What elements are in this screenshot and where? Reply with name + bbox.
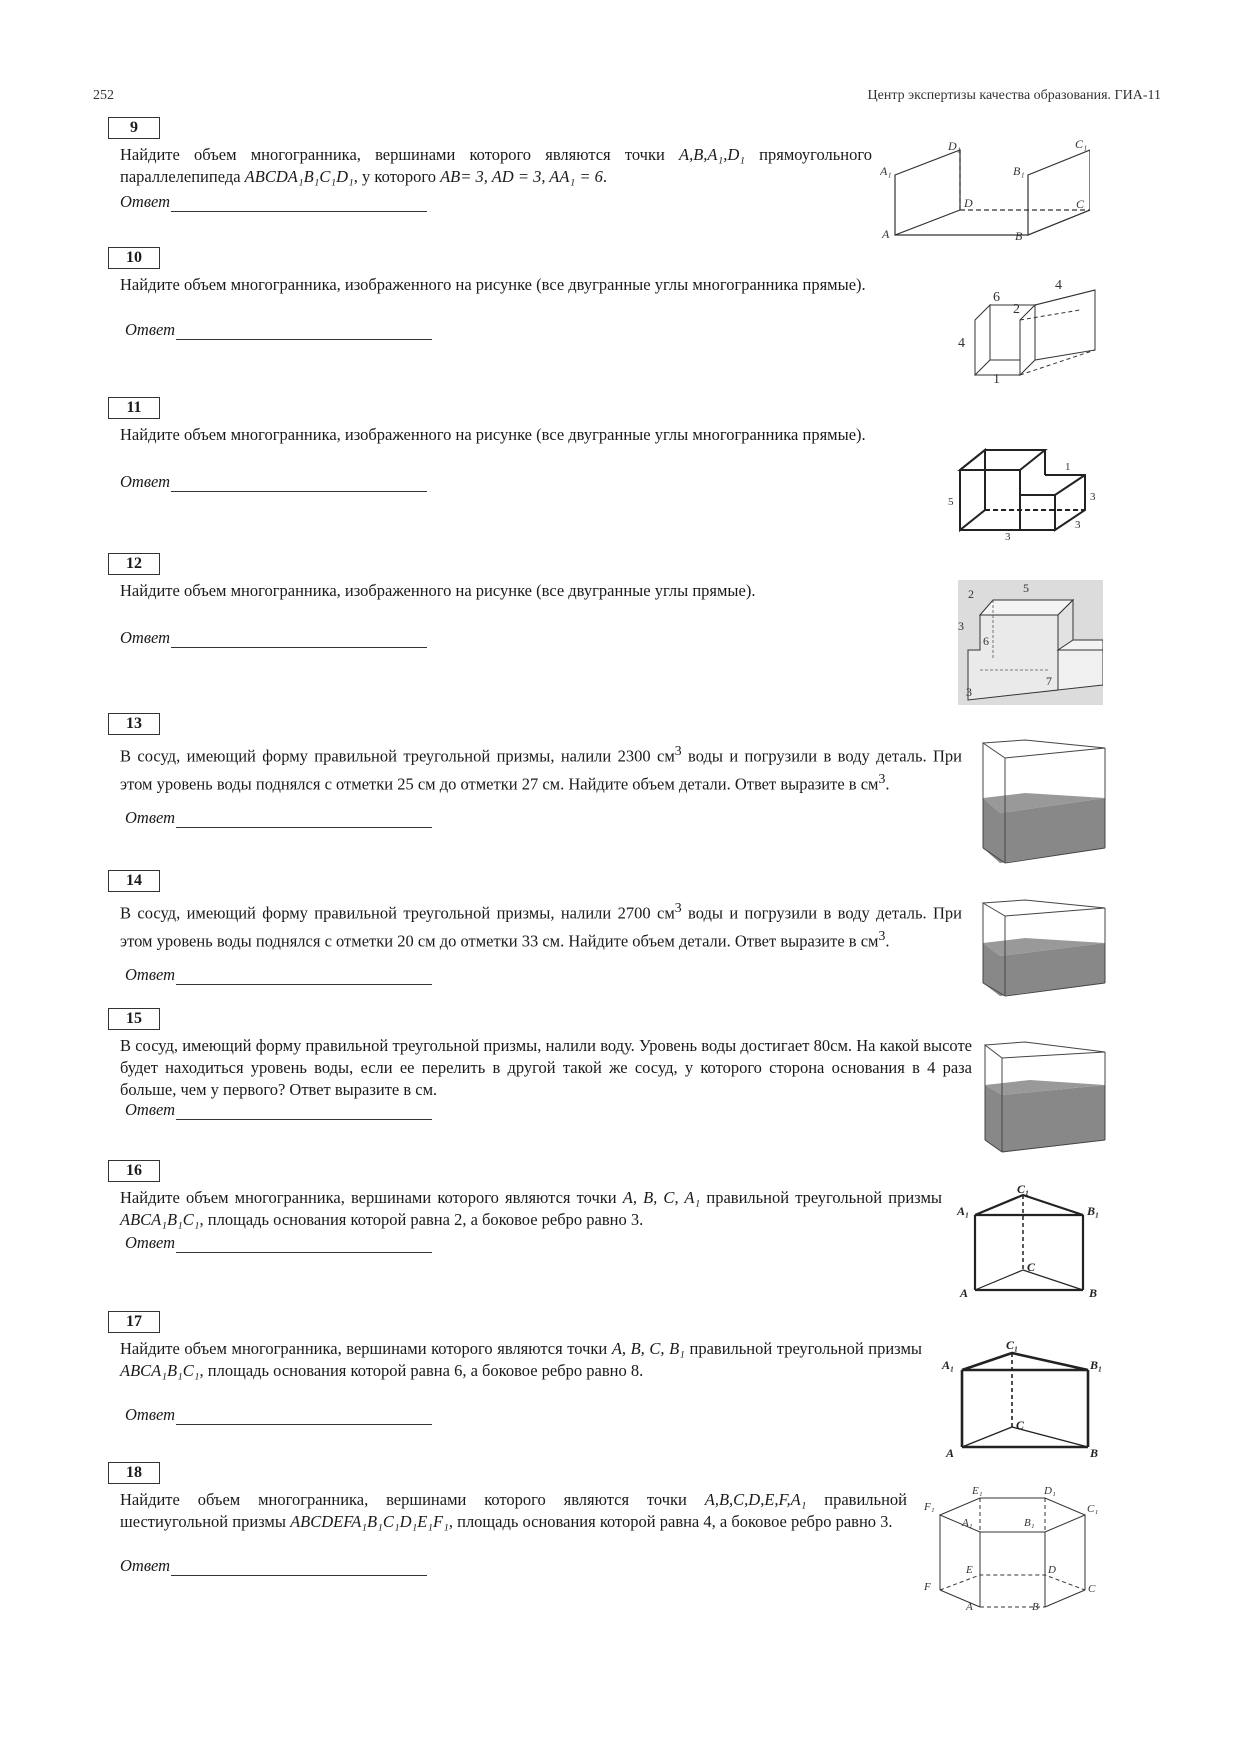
label-B: B <box>1090 1446 1099 1460</box>
label-B1: B₁ <box>1013 164 1025 178</box>
label-4-left: 4 <box>958 336 965 351</box>
label-D1: D₁ <box>948 140 961 153</box>
label-C1: C₁ <box>1075 140 1088 151</box>
label-3-bottom: 3 <box>966 685 972 699</box>
label-D: D <box>964 196 973 210</box>
label-B: B <box>1032 1601 1039 1610</box>
label-4-top: 4 <box>1055 278 1062 293</box>
label-B1: B₁ <box>1090 1358 1103 1372</box>
page-number: 252 <box>93 88 114 103</box>
problem-number-12: 12 <box>108 553 160 575</box>
label-A1: A₁ <box>880 164 892 178</box>
label-C1: C₁ <box>1017 1185 1030 1196</box>
label-D: D <box>1048 1564 1056 1576</box>
label-6: 6 <box>993 290 1000 305</box>
problem-text-11: Найдите объем многогранника, изображенного на рисунке (все двугранные углы многогранника прямые). <box>120 425 866 444</box>
problem-text-17: Найдите объем многогранника, вершинами которого являются точки A, B, C, B₁ правильной треугольной призмы ABCA₁B₁C₁, площадь основания которой равна 6, а боковое ребро равно 8. <box>120 1339 922 1380</box>
answer-field-14[interactable]: Ответ <box>125 965 432 985</box>
problem-number-11: 11 <box>108 397 160 419</box>
figure-11 <box>945 420 1105 540</box>
problem-text-15: В сосуд, имеющий форму правильной треугольной призмы, налили воду. Уровень воды достигает 80см. На какой высоте будет находиться уровень воды, если ее перелить в другой такой же сосуд, у которого сторона основания в 4 раза больше, чем у первого? Ответ выразите в см. <box>120 1036 972 1099</box>
figure-13 <box>975 738 1115 868</box>
label-B: B <box>1089 1286 1098 1300</box>
problem-text-13: В сосуд, имеющий форму правильной треугольной призмы, налили 2300 $см^3$ воды и погрузили в воду деталь. При этом уровень воды поднялся с отметки 25 см до отметки 27 см. Найдите объем детали. Ответ выразите в $см^3$. <box>120 743 962 793</box>
answer-field-17[interactable]: Ответ <box>125 1405 432 1425</box>
page-header-title: Центр экспертизы качества образования. ГИА-11 <box>867 88 1161 103</box>
label-C: C <box>1027 1260 1036 1274</box>
problem-number-10: 10 <box>108 247 160 269</box>
label-6: 6 <box>983 634 989 648</box>
problem-text-14: В сосуд, имеющий форму правильной треугольной призмы, налили 2700 $см^3$ воды и погрузили в воду деталь. При этом уровень воды поднялся с отметки 20 см до отметки 33 см. Найдите объем детали. Ответ выразите в $см^3$. <box>120 900 962 950</box>
figure-9 <box>880 140 1090 240</box>
label-A: A <box>966 1601 973 1610</box>
label-3-bottom: 3 <box>1005 531 1011 540</box>
label-3-left: 3 <box>958 619 964 633</box>
label-E1: E₁ <box>972 1485 983 1497</box>
problem-text-16: Найдите объем многогранника, вершинами которого являются точки A, B, C, A₁ правильной треугольной призмы ABCA₁B₁C₁, площадь основания которой равна 2, а боковое ребро равно 3. <box>120 1188 942 1229</box>
problem-text-9: Найдите объем многогранника, вершинами которого являются точки A,B,A₁,D₁ прямоугольного параллелепипеда ABCDA₁B₁C₁D₁, у которого AB= 3, AD = 3, AA₁ = 6. <box>120 145 872 186</box>
answer-field-12[interactable]: Ответ <box>120 628 427 648</box>
figure-15 <box>980 1040 1110 1155</box>
label-A: A <box>946 1446 955 1460</box>
figure-18 <box>920 1480 1105 1610</box>
label-3-low: 3 <box>1075 519 1081 531</box>
problem-number-15: 15 <box>108 1008 160 1030</box>
label-A1: A₁ <box>942 1358 955 1372</box>
problem-number-9: 9 <box>108 117 160 139</box>
figure-10 <box>955 275 1100 385</box>
problem-number-14: 14 <box>108 870 160 892</box>
label-2: 2 <box>1013 302 1020 317</box>
problem-text-18: Найдите объем многогранника, вершинами которого являются точки A,B,C,D,E,F,A₁ правильной шестиугольной призмы ABCDEFA₁B₁C₁D₁E₁F₁, площадь основания которой равна 4, а боковое ребро равно 3. <box>120 1490 907 1531</box>
answer-field-11[interactable]: Ответ <box>120 472 427 492</box>
problem-number-13: 13 <box>108 713 160 735</box>
answer-field-13[interactable]: Ответ <box>125 808 432 828</box>
label-B: B <box>1015 229 1023 240</box>
label-5: 5 <box>1023 581 1029 595</box>
problem-number-18: 18 <box>108 1462 160 1484</box>
label-3-right: 3 <box>1090 491 1096 503</box>
label-B1: B₁ <box>1024 1517 1035 1529</box>
label-C: C <box>1016 1418 1025 1432</box>
label-A1: A₁ <box>957 1204 970 1218</box>
answer-field-18[interactable]: Ответ <box>120 1556 427 1576</box>
figure-12 <box>958 580 1103 705</box>
label-1: 1 <box>1065 461 1071 473</box>
problem-text-10: Найдите объем многогранника, изображенного на рисунке (все двугранные углы многогранника прямые). <box>120 275 866 294</box>
label-A1: A₁ <box>962 1517 973 1529</box>
label-E: E <box>966 1564 973 1576</box>
label-1: 1 <box>993 372 1000 385</box>
label-C1: C₁ <box>1006 1338 1019 1352</box>
label-A: A <box>960 1286 969 1300</box>
label-7: 7 <box>1046 674 1052 688</box>
label-F: F <box>924 1581 931 1593</box>
label-C: C <box>1088 1583 1096 1595</box>
figure-16 <box>955 1185 1105 1300</box>
label-A: A <box>882 227 890 240</box>
figure-14 <box>975 898 1115 998</box>
problem-number-16: 16 <box>108 1160 160 1182</box>
answer-field-16[interactable]: Ответ <box>125 1233 432 1253</box>
answer-field-10[interactable]: Ответ <box>125 320 432 340</box>
figure-17 <box>940 1335 1105 1460</box>
answer-field-9[interactable]: Ответ <box>120 192 427 212</box>
problem-number-17: 17 <box>108 1311 160 1333</box>
label-B1: B₁ <box>1087 1204 1100 1218</box>
label-F1: F₁ <box>924 1501 935 1513</box>
label-D1: D₁ <box>1044 1485 1056 1497</box>
label-5: 5 <box>948 496 954 508</box>
label-C: C <box>1076 197 1085 211</box>
answer-field-15[interactable]: Ответ <box>125 1100 432 1120</box>
label-2: 2 <box>968 587 974 601</box>
label-C1: C₁ <box>1087 1503 1099 1515</box>
problem-text-12: Найдите объем многогранника, изображенного на рисунке (все двугранные углы прямые). <box>120 581 756 600</box>
